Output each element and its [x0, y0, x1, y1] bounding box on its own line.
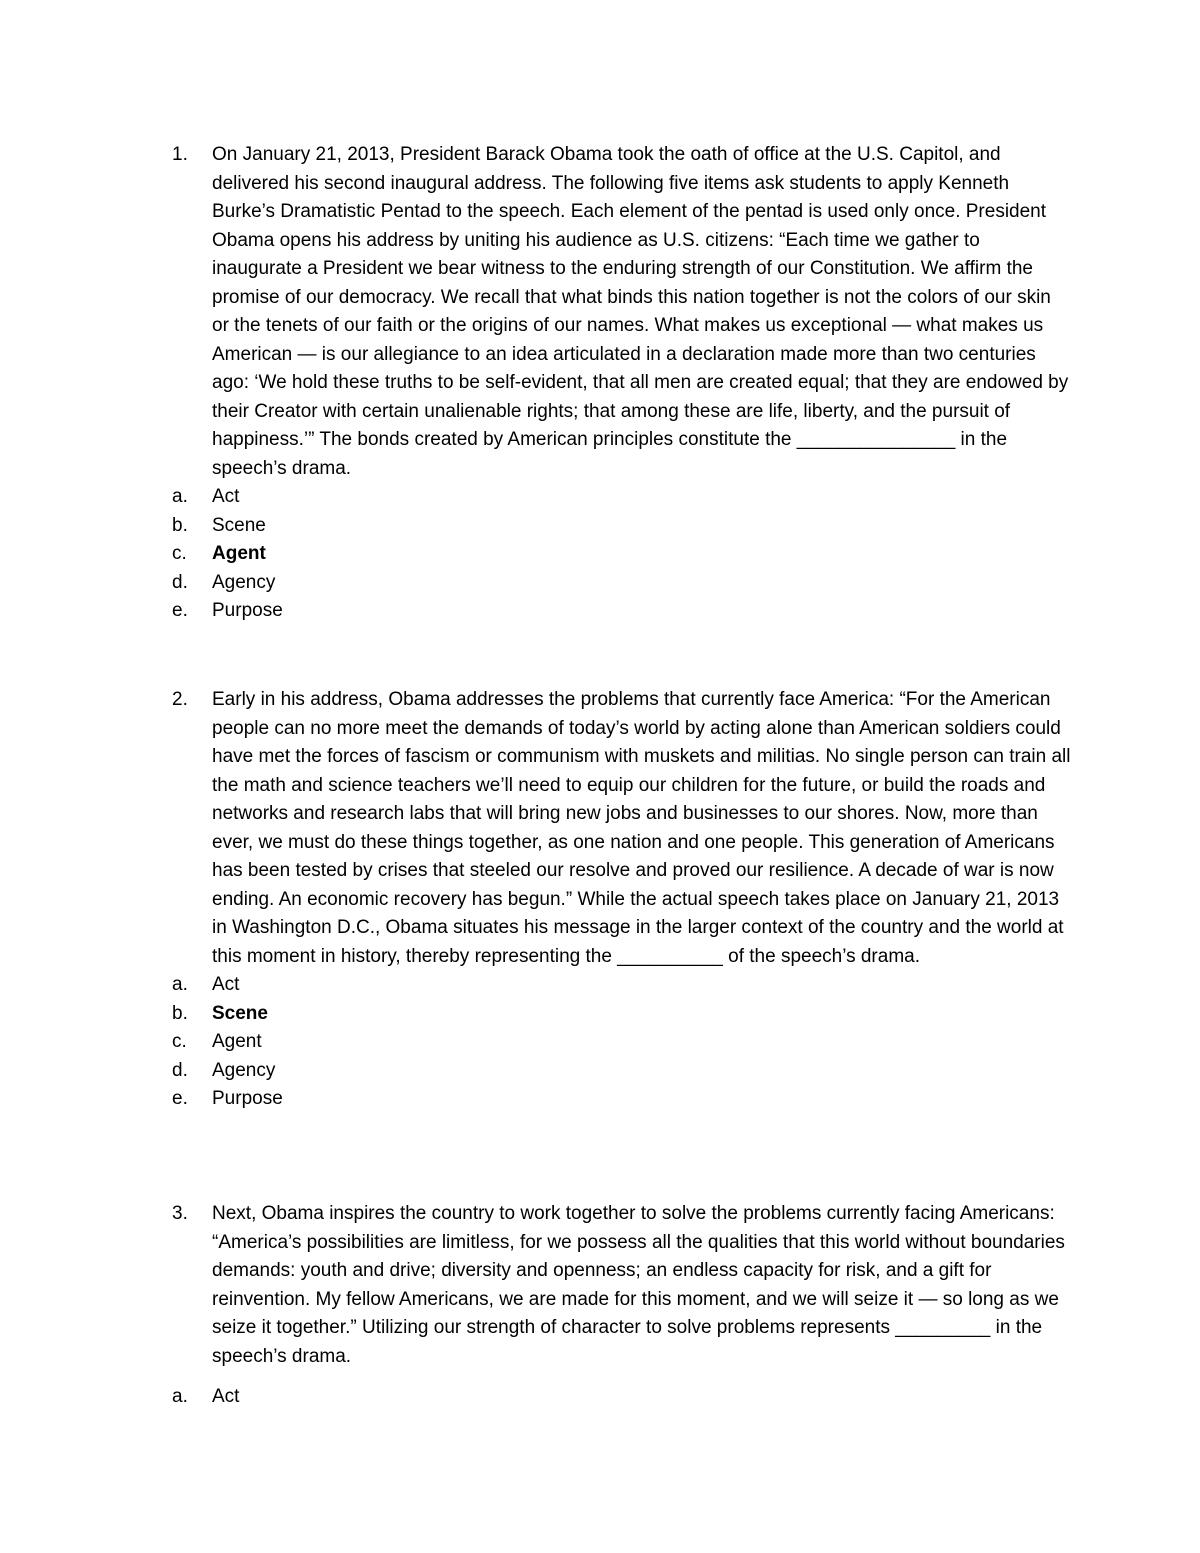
choice-letter: e.	[172, 1088, 188, 1109]
choice-label: Agency	[212, 571, 276, 593]
choice-letter: a.	[172, 974, 188, 995]
question-stem	[172, 141, 1072, 483]
choice-item	[172, 1383, 1072, 1412]
choice-letter: b.	[172, 514, 188, 536]
choice-item	[172, 569, 1072, 598]
question-1	[172, 141, 1072, 626]
question-3	[172, 1200, 1072, 1412]
choice-label: Act	[212, 1386, 240, 1407]
question-number: 1.	[172, 144, 188, 165]
question-2	[172, 686, 1072, 1114]
choice-label: Act	[212, 974, 240, 995]
choice-item	[172, 1057, 1072, 1086]
choice-letter: c.	[172, 543, 187, 564]
choice-item	[172, 1028, 1072, 1057]
choice-letter: d.	[172, 1059, 188, 1081]
choice-letter: c.	[172, 1031, 187, 1052]
choice-item	[172, 483, 1072, 512]
choice-label: Purpose	[212, 600, 283, 621]
choice-letter: d.	[172, 571, 188, 593]
choice-item-answer	[172, 1000, 1072, 1029]
choice-label: Scene	[212, 514, 266, 536]
choice-label: Purpose	[212, 1088, 283, 1109]
question-number: 2.	[172, 689, 188, 710]
choice-letter: e.	[172, 600, 188, 621]
choice-letter: a.	[172, 486, 188, 507]
choice-label-answer: Scene	[212, 1002, 268, 1024]
choice-label: Agent	[212, 1031, 262, 1052]
choice-letter: a.	[172, 1386, 188, 1407]
choice-item-answer	[172, 540, 1072, 569]
question-text: Early in his address, Obama addresses the problems that currently face America: “For the American people can no more meet the demands of today’s world by acting alone than American soldiers could have met the forces of fascism or communism with muskets and militias. No single person can train all the math and science teachers we’ll need to equip our children for the future, or build the roads and networks and research labs that will bring new jobs and businesses to our shores. Now, more than ever, we must do these things together, as one nation and one people. This generation of Americans has been tested by crises that steeled our resolve and proved our resilience. A decade of war is now ending. An economic recovery has begun.” While the actual speech takes place on January 21, 2013 in Washington D.C., Obama situates his message in the larger context of the country and the world at this moment in history, thereby representing the __________ of the speech’s drama.	[212, 689, 1071, 967]
question-text: Next, Obama inspires the country to work together to solve the problems currently facing Americans: “America’s possibilities are limitless, for we possess all the qualities that this world without boundaries demands: youth and drive; diversity and openness; an endless capacity for risk, and a gift for reinvention. My fellow Americans, we are made for this moment, and we will seize it — so long as we seize it together.” Utilizing our strength of character to solve problems represents _________ in the speech’s drama.	[212, 1203, 1065, 1367]
choice-item	[172, 971, 1072, 1000]
choice-item	[172, 1085, 1072, 1114]
choice-letter: b.	[172, 1002, 188, 1024]
question-stem	[172, 1200, 1072, 1371]
choice-label: Agency	[212, 1059, 276, 1081]
choice-item	[172, 512, 1072, 541]
question-stem	[172, 686, 1072, 971]
choice-label: Act	[212, 486, 240, 507]
question-number: 3.	[172, 1203, 188, 1224]
choice-item	[172, 597, 1072, 626]
question-text: On January 21, 2013, President Barack Obama took the oath of office at the U.S. Capitol, and delivered his second inaugural address. The following five items ask students to apply Kenneth Burke’s Dramatistic Pentad to the speech. Each element of the pentad is used only once. President Obama opens his address by uniting his audience as U.S. citizens: “Each time we gather to inaugurate a President we bear witness to the enduring strength of our Constitution. We affirm the promise of our democracy. We recall that what binds this nation together is not the colors of our skin or the tenets of our faith or the origins of our names. What makes us exceptional — what makes us American — is our allegiance to an idea articulated in a declaration made more than two centuries ago: ‘We hold these truths to be self-evident, that all men are created equal; that they are endowed by their Creator with certain unalienable rights; that among these are life, liberty, and the pursuit of happiness.’” The bonds created by American principles constitute the _______________ in the speech’s drama.	[212, 144, 1069, 479]
choice-label-answer: Agent	[212, 543, 266, 564]
